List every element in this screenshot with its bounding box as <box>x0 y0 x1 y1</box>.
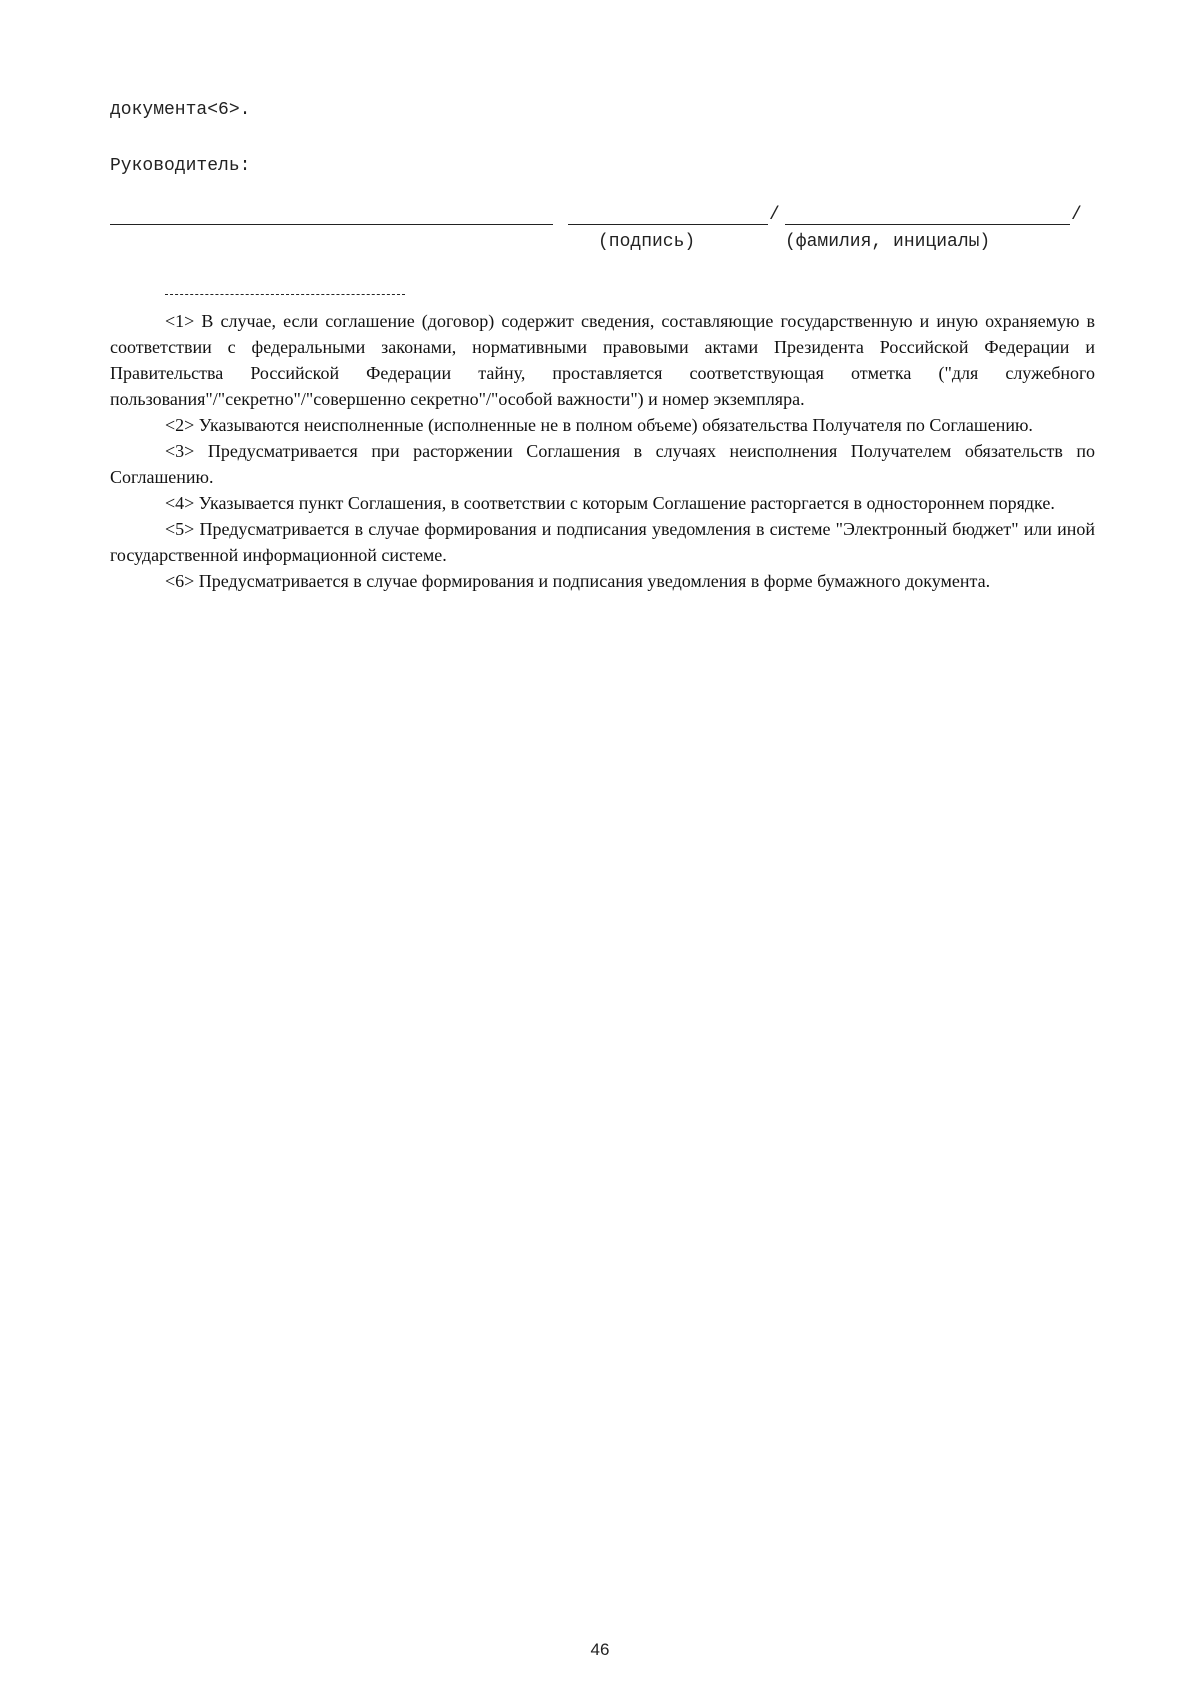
head-label: Руководитель: <box>110 156 251 176</box>
page-number: 46 <box>590 1640 610 1659</box>
signature-line <box>568 224 768 225</box>
signature-caption: (подпись) <box>598 232 696 252</box>
footnote-divider <box>165 294 405 295</box>
signature-separator: / <box>769 205 780 225</box>
name-caption: (фамилия, инициалы) <box>785 232 991 252</box>
name-separator: / <box>1071 205 1082 225</box>
name-line <box>785 224 1070 225</box>
footnote-3: <3> Предусматривается при расторжении Соглашения в случаях неисполнения Получателем обязательств по Соглашению. <box>110 441 1095 487</box>
document-tail-text: документа<6>. <box>110 100 251 120</box>
footnote-6: <6> Предусматривается в случае формирования и подписания уведомления в форме бумажного документа. <box>165 571 991 591</box>
footnote-5: <5> Предусматривается в случае формирования и подписания уведомления в системе "Электронный бюджет" или иной государственной информационной системе. <box>110 519 1095 565</box>
footnote-4: <4> Указывается пункт Соглашения, в соответствии с которым Соглашение расторгается в одностороннем порядке. <box>165 493 1055 513</box>
position-line <box>110 224 553 225</box>
footnote-1: <1> В случае, если соглашение (договор) содержит сведения, составляющие государственную и иную охраняемую в соответствии с федеральными законами, нормативными правовыми актами Президента Российской Федерации и Правительства Российской Федерации тайну, проставляется соответствующая отметка ("для служебного пользования"/"секретно"/"совершенно секретно"/"особой важности") и номер экземпляра. <box>110 311 1095 409</box>
footnotes <box>110 308 1095 594</box>
footnote-2: <2> Указываются неисполненные (исполненные не в полном объеме) обязательства Получателя по Соглашению. <box>165 415 1033 435</box>
